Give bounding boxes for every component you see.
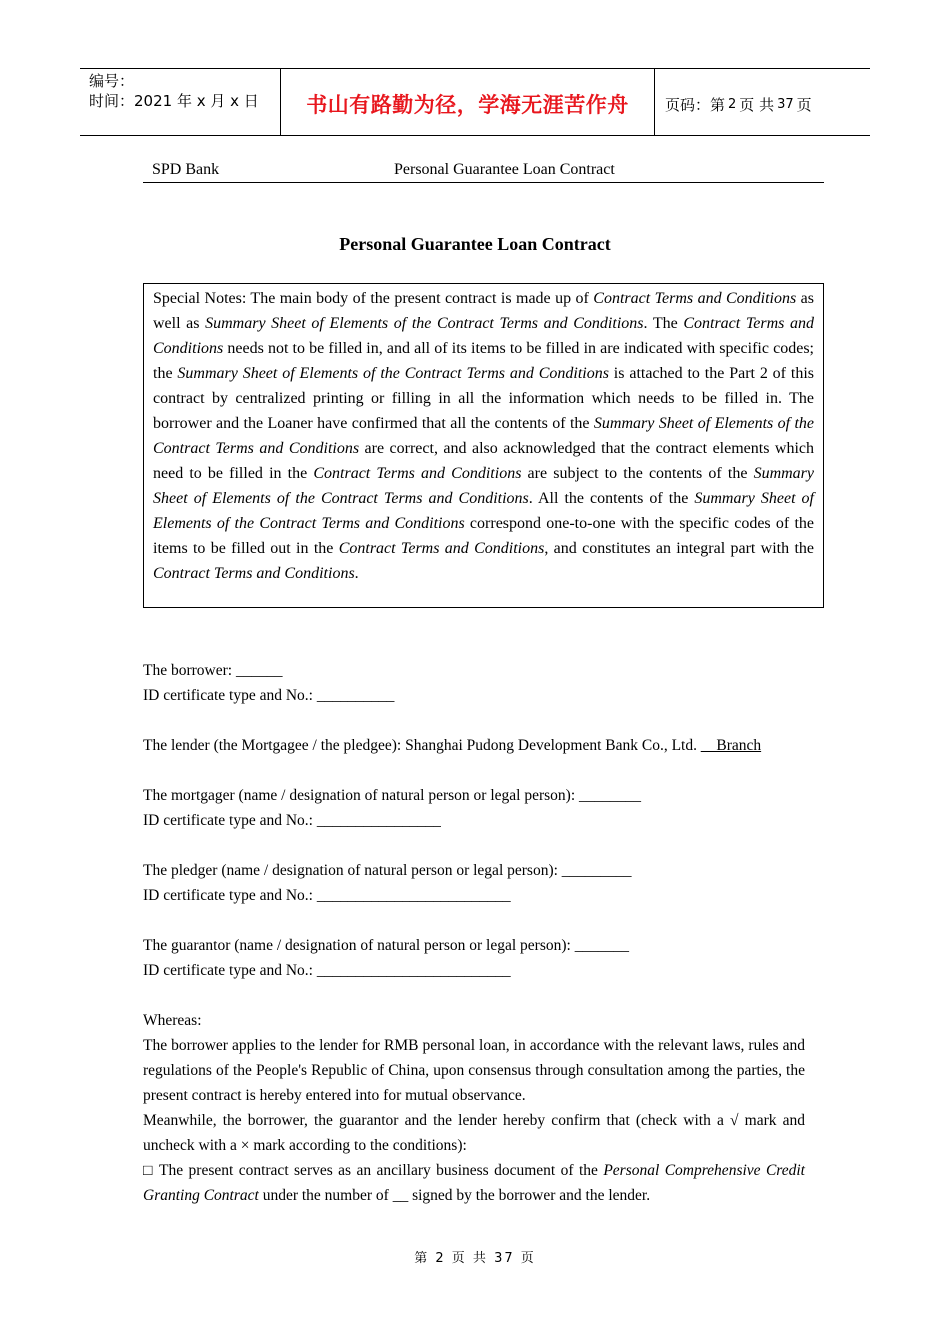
notes-text: is attached to the Part 2 of this contract by centralized printing or filling in all the information which needs to be filled in. The borrower and the Loaner have confirmed that all the contents of the (153, 365, 814, 432)
document-header-table (80, 68, 870, 136)
notes-italic: Contract Terms and Conditions (338, 540, 545, 557)
pledger-blank: _________ (561, 862, 632, 879)
whereas-heading: Whereas: (143, 1012, 202, 1029)
running-head-title: Personal Guarantee Loan Contract (394, 161, 615, 178)
header-meta-cell (80, 69, 281, 135)
guarantor-id-label: ID certificate type and No.: (143, 962, 317, 979)
notes-text: . All the contents of the (528, 490, 695, 507)
borrower-id-label: ID certificate type and No.: (143, 687, 317, 704)
footer-prefix: 第 (414, 1251, 430, 1266)
page-footer (0, 1247, 950, 1266)
header-time-label: 时间：2021 年 x 月 x 日 (89, 92, 259, 110)
borrower-line (143, 658, 805, 683)
notes-italic: Summary Sheet of Elements of the Contract Terms and Conditions (205, 315, 644, 332)
notes-italic: Summary Sheet of Elements of the Contract Terms and Conditions (177, 365, 609, 382)
header-page-info (655, 69, 870, 135)
guarantor-id-blank: _________________________ (316, 962, 511, 979)
header-page-prefix: 页码：第 (665, 95, 726, 114)
notes-italic: Contract Terms and Conditions (153, 565, 355, 582)
header-page-total: 37 (777, 96, 794, 112)
notes-italic: Summary Sheet of Elements of the Contract Terms and Conditions (153, 465, 814, 507)
contract-number-blank: __ (392, 1187, 409, 1204)
mortgager-line (143, 783, 805, 808)
notes-text: , and constitutes an integral part with the (544, 540, 814, 557)
mortgager-id-label: ID certificate type and No.: (143, 812, 317, 829)
special-notes-box (143, 283, 824, 608)
notes-text: as well as (153, 290, 814, 332)
pledger-id-label: ID certificate type and No.: (143, 887, 317, 904)
checkbox-item-text: signed by the borrower and the lender. (408, 1187, 651, 1204)
running-head (143, 160, 824, 183)
header-motto: 书山有路勤为径，学海无涯苦作舟 (281, 69, 655, 135)
whereas-paragraph: The borrower applies to the lender for RMB personal loan, in accordance with the relevant laws, rules and regulations of the People's Republic of China, upon consensus through consultation among the parties, the present contract is hereby entered into for mutual observance. (143, 1037, 805, 1104)
checkbox-item-italic: Personal Comprehensive Credit Granting Contract (143, 1162, 805, 1204)
mortgager-blank: ________ (579, 787, 642, 804)
footer-suffix: 页 (520, 1251, 536, 1266)
borrower-id-line (143, 683, 805, 708)
checkbox-item-text: □ The present contract serves as an ancillary business document of the (143, 1162, 604, 1179)
notes-text: Special Notes: The main body of the present contract is made up of (153, 290, 594, 307)
borrower-label: The borrower: (143, 662, 236, 679)
guarantor-label: The guarantor (name / designation of natural person or legal person): (143, 937, 575, 954)
guarantor-line (143, 933, 805, 958)
notes-text: correspond one-to-one with the specific codes of the items to be filled out in the (153, 515, 814, 557)
footer-mid: 页 共 (451, 1251, 488, 1266)
page-title: Personal Guarantee Loan Contract (339, 234, 611, 254)
pledger-id-blank: _________________________ (316, 887, 511, 904)
footer-page-total: 37 (494, 1251, 515, 1266)
ancillary-checkbox-item[interactable] (143, 1158, 805, 1208)
mortgager-id-line (143, 808, 805, 833)
notes-text: are correct, and also acknowledged that the contract elements which need to be filled in the (153, 440, 815, 482)
pledger-line (143, 858, 805, 883)
pledger-label: The pledger (name / designation of natural person or legal person): (143, 862, 562, 879)
contract-body (143, 658, 805, 1208)
pledger-id-line (143, 883, 805, 908)
notes-text: needs not to be filled in, and all of its items to be filled in are indicated with specific codes; the (153, 340, 814, 382)
notes-italic: Contract Terms and Conditions (313, 465, 522, 482)
notes-italic: Summary Sheet of Elements of the Contract Terms and Conditions (153, 490, 814, 532)
guarantor-id-line (143, 958, 805, 983)
lender-label: The lender (the Mortgagee / the pledgee): Shanghai Pudong Development Bank Co., Ltd. (143, 737, 701, 754)
header-page-number: 2 (728, 96, 737, 112)
notes-text: . (354, 565, 359, 582)
lender-line (143, 733, 805, 758)
mortgager-label: The mortgager (name / designation of natural person or legal person): (143, 787, 580, 804)
notes-text: . The (643, 315, 684, 332)
guarantor-blank: _______ (574, 937, 629, 954)
header-number-label: 编号： (89, 72, 135, 90)
checkbox-item-text: under the number of (258, 1187, 393, 1204)
notes-italic: Summary Sheet of Elements of the Contract Terms and Conditions (153, 415, 815, 457)
running-head-bank: SPD Bank (152, 161, 220, 178)
borrower-id-blank: __________ (316, 687, 395, 704)
notes-italic: Contract Terms and Conditions (593, 290, 797, 307)
mortgager-id-blank: ________________ (316, 812, 441, 829)
footer-page-number: 2 (435, 1251, 446, 1266)
header-page-mid: 页 共 (739, 95, 775, 114)
whereas-confirm-paragraph: Meanwhile, the borrower, the guarantor and the lender hereby confirm that (check with a √ mark and uncheck with a × mark according to the conditions): (143, 1112, 805, 1154)
header-page-suffix: 页 (796, 95, 812, 114)
notes-italic: Contract Terms and Conditions (153, 315, 814, 357)
lender-branch-blank: __Branch (700, 737, 762, 754)
notes-text: are subject to the contents of the (521, 465, 754, 482)
borrower-blank: ______ (235, 662, 283, 679)
